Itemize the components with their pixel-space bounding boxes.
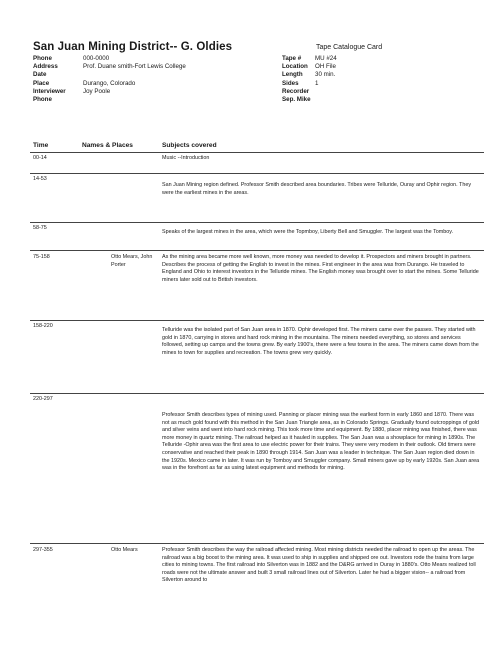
meta-row-phone: [33, 55, 186, 63]
meta-label: Date: [33, 71, 47, 79]
entry-subjects: Speaks of the largest mines in the area, which were the Topmboy, Liberty Bell and Smuggler. The largest was the Tomboy.: [162, 229, 454, 235]
tape-label: Tape #: [282, 55, 302, 62]
row-divider: [30, 152, 484, 153]
entry-time: 14-53: [33, 176, 47, 182]
meta-label: Place: [33, 79, 50, 87]
tape-value: 30 min.: [315, 71, 336, 79]
meta-row-address: [33, 63, 186, 71]
entry-subjects: Music --Introduction: [162, 155, 210, 161]
tape-label: Length: [282, 71, 303, 79]
tape-label: Sides: [282, 79, 299, 87]
document-title: San Juan Mining District-- G. Oldies: [33, 41, 233, 53]
meta-label: Phone: [33, 55, 52, 62]
tape-value: OH File: [315, 63, 336, 71]
tape-value: MU #24: [315, 55, 337, 62]
entry-time: 158-220: [33, 323, 53, 329]
meta-row-place: [33, 80, 186, 88]
meta-value: 000-0000: [83, 55, 110, 62]
entry-subjects: Telluride was the isolated part of San Juan area in 1870. Ophir developed first. The miners came over the passes. They started with gold in 1870, carrying in stores and hard rock mining in the mountains. The miners needed everything, so stores and services followed, setting up camps and the towns grew. By early 1900's, there were a few towns in the area. The miners came down from the mines to town for supplies and recreation. The towns grew very quickly.: [162, 327, 479, 356]
entry-time: 00-14: [33, 155, 47, 161]
row-divider: [30, 173, 484, 174]
entry-names: Otto Mears: [111, 547, 138, 553]
meta-value: Prof. Duane smith-Fort Lewis College: [83, 63, 186, 71]
tape-row-recorder: [282, 88, 337, 96]
entry-subjects: San Juan Mining region defined. Professor Smith described area boundaries. Tribes were Telluride, Ouray and Ophir region. They were the earliest mines in the areas.: [162, 182, 472, 196]
meta-value: Joy Poole: [83, 87, 111, 95]
entry-time: 58-75: [33, 225, 47, 231]
column-header-subjects: Subjects covered: [162, 142, 217, 149]
meta-row-phone-2: [33, 96, 186, 104]
tape-row-number: [282, 55, 337, 63]
row-divider: [30, 393, 484, 394]
tape-row-mike: [282, 96, 337, 104]
tape-metadata: [282, 55, 337, 104]
row-divider: [30, 320, 484, 321]
tape-value: 1: [315, 79, 319, 87]
entry-subjects: As the mining area became more well known, more money was needed to develop it. Prospectors and miners brought in partners. Describes the process of getting the English to invest in the mines. First engineer in the area was from Durango. He traveled to England and Ohio to interest investors in the Telluride mines. The English money was brought over to start the mines. Some Telluride miners later sold out to British investors.: [162, 254, 479, 283]
row-divider: [30, 543, 484, 544]
meta-row-date: [33, 71, 186, 79]
entry-time: 75-158: [33, 254, 50, 260]
meta-label: Address: [33, 63, 58, 71]
entry-subjects: Professor Smith describes the way the railroad affected mining. Most mining districts needed the railroad to open up the areas. The railroad was a big boost to the mining area. It was used to ship in supplies and shipped ore out. Investors rode the trains from large cities to mining towns. The first railroad into Silverton was in 1882 and the D&RG arrived in Ouray in 1880's. Otto Mears realized toll roads were not the ultimate answer and built 3 small railroad lines out of Silverton. Later he had a bigger vision-- a railroad from Silverton around to: [162, 547, 476, 584]
meta-row-interviewer: [33, 88, 186, 96]
column-header-time: Time: [33, 142, 49, 149]
meta-label: Phone: [33, 95, 52, 103]
tape-row-sides: [282, 80, 337, 88]
catalogue-card-title: Tape Catalogue Card: [316, 44, 383, 51]
meta-value: Durango, Colorado: [83, 79, 136, 87]
tape-label: Recorder: [282, 87, 310, 95]
interview-metadata: [33, 55, 186, 104]
meta-label: Interviewer: [33, 87, 66, 95]
tape-row-location: [282, 63, 337, 71]
row-divider: [30, 222, 484, 223]
entry-names: Otto Mears, John Porter: [111, 254, 153, 268]
entry-time: 297-355: [33, 547, 53, 553]
column-header-names: Names & Places: [82, 142, 133, 149]
tape-label: Location: [282, 63, 308, 71]
entry-subjects: Professor Smith describes types of mining used. Panning or placer mining was the earliest form in early 1860 and 1870. There was not as much gold found with this method in the San Juan Triangle area, as in Colorado Springs. Gradually found outcroppings of gold and silver veins and went into hard rock mining. This took more time and equipment. By 1880, placer mining was finished, there was more money in quartz mining. The railroad helped as it hauled in supplies. The San Juan was a showplace for mining in 1890s. The Telluride -Ophir area was the first area to use electric power for their trains. They were very modern in their outlook. Old timers were conservative and reached their peak in 1890 through 1914. San Juan was a leader in technique. The San Juan region died down in the 1920s. Mexico came in later. It was run by Tomboy and Smuggler company. Small miners gave up by early 1920s. San Juan area was in the forefront as far as using latest equipment and methods for mining.: [162, 412, 480, 472]
entry-time: 220-297: [33, 396, 53, 402]
tape-row-length: [282, 71, 337, 79]
row-divider: [30, 250, 484, 251]
tape-label: Sep. Mike: [282, 95, 311, 103]
